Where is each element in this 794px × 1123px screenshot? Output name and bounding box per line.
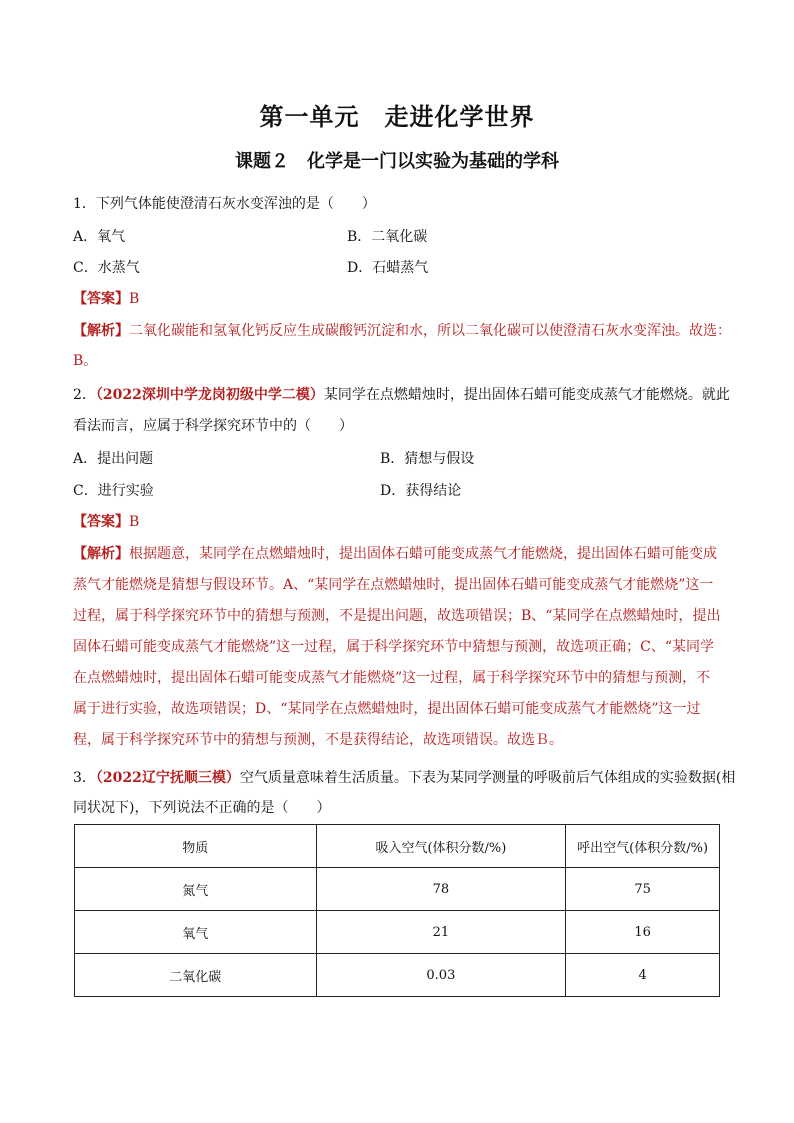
q2-number: 2． bbox=[73, 387, 96, 403]
table-row bbox=[75, 911, 720, 954]
q1-stem: 1．下列气体能使澄清石灰水变浑浊的是（ ） bbox=[73, 196, 376, 212]
q3-stem-text: 空气质量意味着生活质量。下表为某同学测量的呼吸前后气体组成的实验数据(相 bbox=[239, 770, 736, 786]
q1-answer bbox=[73, 289, 139, 309]
q2-source: （2022深圳中学龙岗初级中学二模） bbox=[95, 387, 324, 403]
table-cell: 4 bbox=[566, 954, 720, 997]
table-cell: 0.03 bbox=[316, 954, 566, 997]
analysis-label: 【解析】 bbox=[73, 323, 129, 339]
table-header-cell: 吸入空气(体积分数/%) bbox=[316, 825, 566, 868]
lesson-title: 课题２ 化学是一门以实验为基础的学科 bbox=[235, 151, 559, 172]
table-header-cell: 物质 bbox=[75, 825, 317, 868]
q2-option-a: A．提出问题 bbox=[73, 451, 154, 467]
q3-number: 3． bbox=[73, 770, 96, 786]
q1-option-a: A．氧气 bbox=[73, 229, 126, 245]
table-row bbox=[75, 868, 720, 911]
table-cell: 氧气 bbox=[75, 911, 317, 954]
table-header-cell: 呼出空气(体积分数/%) bbox=[566, 825, 720, 868]
q1-analysis-line2: B。 bbox=[73, 353, 98, 369]
answer-label: 【答案】 bbox=[73, 514, 129, 530]
q2-option-d: D．获得结论 bbox=[380, 483, 462, 499]
q3-stem-line2: 同状况下)，下列说法不正确的是（ ） bbox=[73, 800, 331, 816]
analysis-text: 根据题意，某同学在点燃蜡烛时，提出固体石蜡可能变成蒸气才能燃烧，提出固体石蜡可能变成蒸气才能燃烧是猜想与假设环节。A、“某同学在点燃蜡烛时，提出固体石蜡可能变成蒸气才能燃烧”这一过程，属于科学探究环节中的猜想与预测，不是提出问题，故选项错误；B、“某同学在点燃蜡烛时，提出固体石蜡可能变成蒸气才能燃烧”这一过程，属于科学探究环节中猜想与预测，故选项正确；C、“某同学在点燃蜡烛时，提出固体石蜡可能变成蒸气才能燃烧”这一过程，属于科学探究环节中的猜想与预测，不属于进行实验，故选项错误；D、“某同学在点燃蜡烛时，提出固体石蜡可能变成蒸气才能燃烧”这一过程，属于科学探究环节中的猜想与预测，不是获得结论，故选项错误。故选Ｂ。 bbox=[73, 546, 721, 748]
q2-option-c: C．进行实验 bbox=[73, 483, 154, 499]
q2-stem-line1 bbox=[73, 385, 730, 405]
answer-value: B bbox=[129, 514, 140, 530]
answer-label: 【答案】 bbox=[73, 291, 129, 307]
q1-option-d: D．石蜡蒸气 bbox=[347, 260, 429, 276]
table-cell: 21 bbox=[316, 911, 566, 954]
q3-source: （2022辽宁抚顺三模） bbox=[95, 770, 240, 786]
analysis-text: 二氧化碳能和氢氧化钙反应生成碳酸钙沉淀和水，所以二氧化碳可以使澄清石灰水变浑浊。故选： bbox=[129, 323, 731, 339]
table-cell: 16 bbox=[566, 911, 720, 954]
q1-option-b: B．二氧化碳 bbox=[347, 229, 428, 245]
table-cell: 二氧化碳 bbox=[75, 954, 317, 997]
table-cell: 75 bbox=[566, 868, 720, 911]
table-row bbox=[75, 954, 720, 997]
answer-value: B bbox=[129, 291, 140, 307]
q1-option-c: C．水蒸气 bbox=[73, 260, 140, 276]
q3-stem-line1 bbox=[73, 768, 735, 788]
q2-answer bbox=[73, 512, 139, 532]
table-cell: 78 bbox=[316, 868, 566, 911]
q1-analysis-line1 bbox=[73, 321, 731, 341]
q2-option-b: B．猜想与假设 bbox=[380, 451, 475, 467]
q2-analysis bbox=[73, 539, 723, 756]
analysis-label: 【解析】 bbox=[73, 546, 129, 562]
gas-composition-table bbox=[74, 824, 720, 997]
q2-stem-text: 某同学在点燃蜡烛时，提出固体石蜡可能变成蒸气才能燃烧。就此 bbox=[323, 387, 730, 403]
table-header-row bbox=[75, 825, 720, 868]
table-cell: 氮气 bbox=[75, 868, 317, 911]
unit-title: 第一单元 走进化学世界 bbox=[259, 102, 535, 131]
q2-stem-line2: 看法而言，应属于科学探究环节中的（ ） bbox=[73, 418, 353, 434]
